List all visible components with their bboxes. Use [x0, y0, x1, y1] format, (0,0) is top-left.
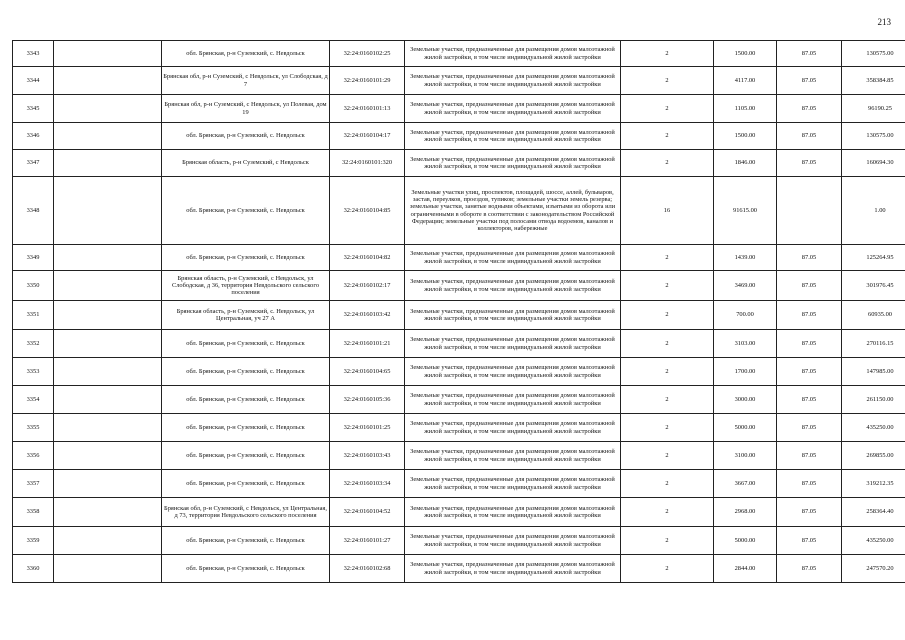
area-cell: 700.00 — [714, 301, 777, 330]
address-cell: обл. Брянская, р-н Суземский, с. Невдольск — [162, 245, 330, 271]
row-number-cell: 3350 — [13, 271, 54, 301]
row-number-cell: 3359 — [13, 527, 54, 555]
area-cell: 5000.00 — [714, 527, 777, 555]
use-group-cell: 16 — [621, 177, 714, 245]
empty-cell — [54, 95, 162, 123]
table-row — [13, 555, 905, 583]
area-cell: 3469.00 — [714, 271, 777, 301]
specific-value-cell: 87.05 — [777, 330, 842, 358]
address-cell: обл. Брянская, р-н Суземский, с. Невдольск — [162, 386, 330, 414]
specific-value-cell: 87.05 — [777, 498, 842, 527]
use-group-cell: 2 — [621, 527, 714, 555]
cadastral-value-cell: 1.00 — [842, 177, 905, 245]
use-group-cell: 2 — [621, 555, 714, 583]
empty-cell — [54, 330, 162, 358]
row-number-cell: 3345 — [13, 95, 54, 123]
empty-cell — [54, 123, 162, 150]
use-group-cell: 2 — [621, 442, 714, 470]
use-group-cell: 2 — [621, 358, 714, 386]
cadastral-value-cell: 435250.00 — [842, 527, 905, 555]
empty-cell — [54, 358, 162, 386]
empty-cell — [54, 271, 162, 301]
specific-value-cell: 87.05 — [777, 386, 842, 414]
specific-value-cell: 87.05 — [777, 555, 842, 583]
land-use-cell: Земельные участки, предназначенные для размещения домов малоэтажной жилой застройки, в том числе индивидуальной жилой застройки — [405, 555, 621, 583]
cadastral-number-cell: 32:24:0160104:82 — [330, 245, 405, 271]
specific-value-cell: 87.05 — [777, 150, 842, 177]
specific-value-cell: 87.05 — [777, 442, 842, 470]
address-cell: Брянская обл, р-н Суземский, с Невдольск, ул Слободская, д 7 — [162, 67, 330, 95]
table-row — [13, 358, 905, 386]
empty-cell — [54, 150, 162, 177]
cadastral-value-cell: 96190.25 — [842, 95, 905, 123]
area-cell: 1439.00 — [714, 245, 777, 271]
use-group-cell: 2 — [621, 67, 714, 95]
land-use-cell: Земельные участки, предназначенные для размещения домов малоэтажной жилой застройки, в том числе индивидуальной жилой застройки — [405, 386, 621, 414]
table-row — [13, 245, 905, 271]
land-use-cell: Земельные участки, предназначенные для размещения домов малоэтажной жилой застройки, в том числе индивидуальной жилой застройки — [405, 271, 621, 301]
specific-value-cell: 87.05 — [777, 414, 842, 442]
row-number-cell: 3349 — [13, 245, 54, 271]
address-cell: обл. Брянская, р-н Суземский, с. Невдольск — [162, 442, 330, 470]
use-group-cell: 2 — [621, 150, 714, 177]
empty-cell — [54, 442, 162, 470]
specific-value-cell: 87.05 — [777, 95, 842, 123]
specific-value-cell: 87.05 — [777, 271, 842, 301]
row-number-cell: 3355 — [13, 414, 54, 442]
land-use-cell: Земельные участки, предназначенные для размещения домов малоэтажной жилой застройки, в том числе индивидуальной жилой застройки — [405, 414, 621, 442]
empty-cell — [54, 498, 162, 527]
area-cell: 1700.00 — [714, 358, 777, 386]
cadastral-value-cell: 258364.40 — [842, 498, 905, 527]
land-registry-table — [12, 40, 905, 583]
area-cell: 4117.00 — [714, 67, 777, 95]
cadastral-value-cell: 261150.00 — [842, 386, 905, 414]
cadastral-value-cell: 130575.00 — [842, 41, 905, 67]
table-row — [13, 271, 905, 301]
table-body — [13, 41, 905, 583]
land-use-cell: Земельные участки, предназначенные для размещения домов малоэтажной жилой застройки, в том числе индивидуальной жилой застройки — [405, 245, 621, 271]
cadastral-number-cell: 32:24:0160105:36 — [330, 386, 405, 414]
land-use-cell: Земельные участки, предназначенные для размещения домов малоэтажной жилой застройки, в том числе индивидуальной жилой застройки — [405, 67, 621, 95]
cadastral-value-cell: 125264.95 — [842, 245, 905, 271]
address-cell: Брянская область, р-н Суземский, с Невдольск, ул Слободская, д 36, территория Невдольского сельского поселения — [162, 271, 330, 301]
empty-cell — [54, 414, 162, 442]
table-row — [13, 470, 905, 498]
row-number-cell: 3357 — [13, 470, 54, 498]
cadastral-number-cell: 32:24:0160104:17 — [330, 123, 405, 150]
table-row — [13, 177, 905, 245]
row-number-cell: 3358 — [13, 498, 54, 527]
page-number: 213 — [877, 17, 891, 27]
use-group-cell: 2 — [621, 95, 714, 123]
use-group-cell: 2 — [621, 271, 714, 301]
area-cell: 3103.00 — [714, 330, 777, 358]
land-use-cell: Земельные участки, предназначенные для размещения домов малоэтажной жилой застройки, в том числе индивидуальной жилой застройки — [405, 301, 621, 330]
cadastral-number-cell: 32:24:0160101:13 — [330, 95, 405, 123]
table-row — [13, 123, 905, 150]
empty-cell — [54, 386, 162, 414]
cadastral-number-cell: 32:24:0160102:17 — [330, 271, 405, 301]
use-group-cell: 2 — [621, 498, 714, 527]
land-use-cell: Земельные участки, предназначенные для размещения домов малоэтажной жилой застройки, в том числе индивидуальной жилой застройки — [405, 527, 621, 555]
cadastral-number-cell: 32:24:0160104:52 — [330, 498, 405, 527]
cadastral-value-cell: 247570.20 — [842, 555, 905, 583]
use-group-cell: 2 — [621, 330, 714, 358]
area-cell: 1500.00 — [714, 123, 777, 150]
cadastral-value-cell: 435250.00 — [842, 414, 905, 442]
area-cell: 91615.00 — [714, 177, 777, 245]
empty-cell — [54, 41, 162, 67]
land-use-cell: Земельные участки, предназначенные для размещения домов малоэтажной жилой застройки, в том числе индивидуальной жилой застройки — [405, 442, 621, 470]
row-number-cell: 3343 — [13, 41, 54, 67]
cadastral-value-cell: 319212.35 — [842, 470, 905, 498]
cadastral-number-cell: 32:24:0160101:21 — [330, 330, 405, 358]
cadastral-value-cell: 130575.00 — [842, 123, 905, 150]
area-cell: 3000.00 — [714, 386, 777, 414]
row-number-cell: 3360 — [13, 555, 54, 583]
empty-cell — [54, 301, 162, 330]
cadastral-number-cell: 32:24:0160101:320 — [330, 150, 405, 177]
table-row — [13, 41, 905, 67]
address-cell: обл. Брянская, р-н Суземский, с. Невдольск — [162, 470, 330, 498]
table-row — [13, 442, 905, 470]
specific-value-cell: 87.05 — [777, 527, 842, 555]
address-cell: обл. Брянская, р-н Суземский, с. Невдольск — [162, 527, 330, 555]
land-use-cell: Земельные участки, предназначенные для размещения домов малоэтажной жилой застройки, в том числе индивидуальной жилой застройки — [405, 498, 621, 527]
cadastral-value-cell: 270116.15 — [842, 330, 905, 358]
use-group-cell: 2 — [621, 41, 714, 67]
cadastral-number-cell: 32:24:0160102:25 — [330, 41, 405, 67]
empty-cell — [54, 470, 162, 498]
table-row — [13, 330, 905, 358]
empty-cell — [54, 177, 162, 245]
specific-value-cell: 87.05 — [777, 67, 842, 95]
empty-cell — [54, 527, 162, 555]
area-cell: 5000.00 — [714, 414, 777, 442]
land-use-cell: Земельные участки, предназначенные для размещения домов малоэтажной жилой застройки, в том числе индивидуальной жилой застройки — [405, 150, 621, 177]
cadastral-value-cell: 269855.00 — [842, 442, 905, 470]
land-use-cell: Земельные участки, предназначенные для размещения домов малоэтажной жилой застройки, в том числе индивидуальной жилой застройки — [405, 123, 621, 150]
table-row — [13, 386, 905, 414]
cadastral-number-cell: 32:24:0160102:68 — [330, 555, 405, 583]
table-row — [13, 498, 905, 527]
row-number-cell: 3352 — [13, 330, 54, 358]
cadastral-number-cell: 32:24:0160104:65 — [330, 358, 405, 386]
address-cell: Брянская область, р-н Суземский, с. Невдольск, ул Центральная, уч 27 А — [162, 301, 330, 330]
area-cell: 2844.00 — [714, 555, 777, 583]
empty-cell — [54, 67, 162, 95]
land-use-cell: Земельные участки, предназначенные для размещения домов малоэтажной жилой застройки, в том числе индивидуальной жилой застройки — [405, 330, 621, 358]
row-number-cell: 3354 — [13, 386, 54, 414]
area-cell: 3100.00 — [714, 442, 777, 470]
row-number-cell: 3347 — [13, 150, 54, 177]
area-cell: 1500.00 — [714, 41, 777, 67]
table-row — [13, 414, 905, 442]
land-use-cell: Земельные участки, предназначенные для размещения домов малоэтажной жилой застройки, в том числе индивидуальной жилой застройки — [405, 41, 621, 67]
specific-value-cell: 87.05 — [777, 123, 842, 150]
specific-value-cell: 87.05 — [777, 358, 842, 386]
area-cell: 2968.00 — [714, 498, 777, 527]
area-cell: 1846.00 — [714, 150, 777, 177]
table-row — [13, 301, 905, 330]
land-use-cell: Земельные участки, предназначенные для размещения домов малоэтажной жилой застройки, в том числе индивидуальной жилой застройки — [405, 358, 621, 386]
cadastral-number-cell: 32:24:0160101:25 — [330, 414, 405, 442]
address-cell: обл. Брянская, р-н Суземский, с. Невдольск — [162, 41, 330, 67]
address-cell: Брянская обл, р-н Суземский, с Невдольск, ул Центральная, д 73, территория Невдольского сельского поселения — [162, 498, 330, 527]
cadastral-number-cell: 32:24:0160103:34 — [330, 470, 405, 498]
use-group-cell: 2 — [621, 123, 714, 150]
address-cell: обл. Брянская, р-н Суземский, с. Невдольск — [162, 177, 330, 245]
land-use-cell: Земельные участки улиц, проспектов, площадей, шоссе, аллей, бульваров, застав, переулков, проездов, тупиков; земельные участки земель резерва; земельные участки, занятые водными объектами, изъятыми из оборота или ограниченными в обороте в соответствии с законодательством Российской Федерации; земельные участки под полосами отвода водоемов, каналов и коллекторов, набережные — [405, 177, 621, 245]
cadastral-value-cell: 301976.45 — [842, 271, 905, 301]
area-cell: 1105.00 — [714, 95, 777, 123]
specific-value-cell — [777, 177, 842, 245]
address-cell: Брянская обл, р-н Суземский, с Невдольск, ул Полевая, дом 19 — [162, 95, 330, 123]
specific-value-cell: 87.05 — [777, 301, 842, 330]
cadastral-number-cell: 32:24:0160103:43 — [330, 442, 405, 470]
use-group-cell: 2 — [621, 301, 714, 330]
empty-cell — [54, 555, 162, 583]
row-number-cell: 3356 — [13, 442, 54, 470]
address-cell: обл. Брянская, р-н Суземский, с. Невдольск — [162, 555, 330, 583]
address-cell: Брянская область, р-н Суземский, с Невдольск — [162, 150, 330, 177]
specific-value-cell: 87.05 — [777, 41, 842, 67]
cadastral-number-cell: 32:24:0160101:29 — [330, 67, 405, 95]
address-cell: обл. Брянская, р-н Суземский, с. Невдольск — [162, 330, 330, 358]
empty-cell — [54, 245, 162, 271]
address-cell: обл. Брянская, р-н Суземский, с. Невдольск — [162, 358, 330, 386]
row-number-cell: 3353 — [13, 358, 54, 386]
cadastral-value-cell: 147985.00 — [842, 358, 905, 386]
use-group-cell: 2 — [621, 414, 714, 442]
cadastral-value-cell: 358384.85 — [842, 67, 905, 95]
use-group-cell: 2 — [621, 245, 714, 271]
cadastral-number-cell: 32:24:0160101:27 — [330, 527, 405, 555]
cadastral-number-cell: 32:24:0160103:42 — [330, 301, 405, 330]
use-group-cell: 2 — [621, 386, 714, 414]
cadastral-value-cell: 60935.00 — [842, 301, 905, 330]
row-number-cell: 3346 — [13, 123, 54, 150]
row-number-cell: 3344 — [13, 67, 54, 95]
specific-value-cell: 87.05 — [777, 245, 842, 271]
address-cell: обл. Брянская, р-н Суземский, с. Невдольск — [162, 414, 330, 442]
cadastral-value-cell: 160694.30 — [842, 150, 905, 177]
row-number-cell: 3348 — [13, 177, 54, 245]
land-use-cell: Земельные участки, предназначенные для размещения домов малоэтажной жилой застройки, в том числе индивидуальной жилой застройки — [405, 95, 621, 123]
address-cell: обл. Брянская, р-н Суземский, с. Невдольск — [162, 123, 330, 150]
table-row — [13, 95, 905, 123]
area-cell: 3667.00 — [714, 470, 777, 498]
row-number-cell: 3351 — [13, 301, 54, 330]
table-row — [13, 527, 905, 555]
use-group-cell: 2 — [621, 470, 714, 498]
land-use-cell: Земельные участки, предназначенные для размещения домов малоэтажной жилой застройки, в том числе индивидуальной жилой застройки — [405, 470, 621, 498]
cadastral-number-cell: 32:24:0160104:85 — [330, 177, 405, 245]
table-row — [13, 150, 905, 177]
specific-value-cell: 87.05 — [777, 470, 842, 498]
table-row — [13, 67, 905, 95]
